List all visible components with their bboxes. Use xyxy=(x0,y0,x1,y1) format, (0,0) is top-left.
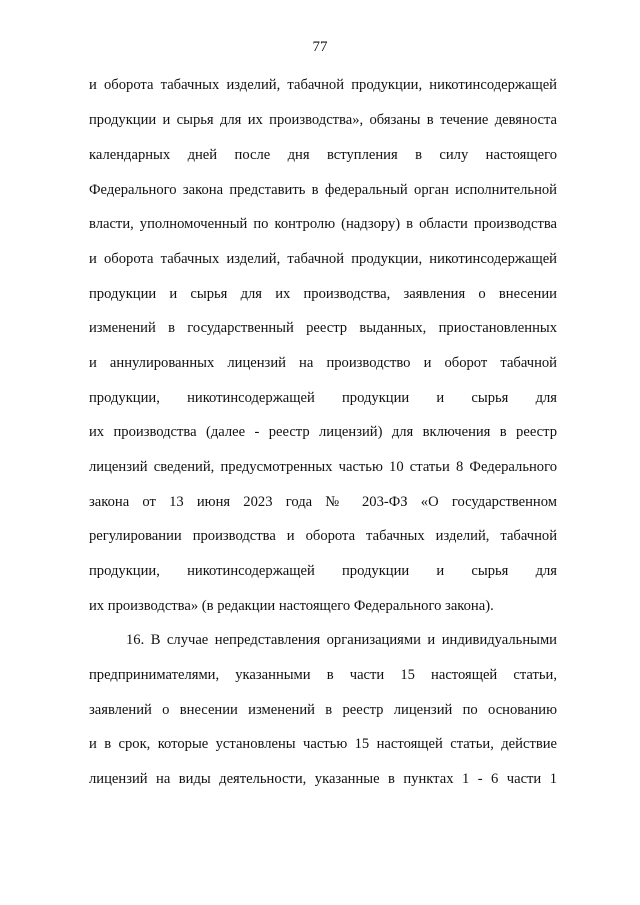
text-line: продукции, никотинсодержащей продукции и сырья для xyxy=(89,563,557,579)
text-line: и оборота табачных изделий, табачной продукции, никотинсодержащей xyxy=(89,77,557,93)
text-line: лицензий на виды деятельности, указанные в пунктах 1 - 6 части 1 xyxy=(89,771,557,787)
paragraph-first-line: 16. В случае непредставления организациями и индивидуальными xyxy=(126,632,557,648)
text-line: изменений в государственный реестр выданных, приостановленных xyxy=(89,320,557,336)
text-line: закона от 13 июня 2023 года № 203-ФЗ «О государственном xyxy=(89,494,557,510)
text-line: продукции, никотинсодержащей продукции и сырья для xyxy=(89,390,557,406)
text-line: продукции и сырья для их производства, заявления о внесении xyxy=(89,286,557,302)
text-line: предпринимателями, указанными в части 15 настоящей статьи, xyxy=(89,667,557,683)
text-line: и оборота табачных изделий, табачной продукции, никотинсодержащей xyxy=(89,251,557,267)
page-number: 77 xyxy=(312,39,328,55)
text-line: и в срок, которые установлены частью 15 настоящей статьи, действие xyxy=(89,736,557,752)
text-line: Федерального закона представить в федеральный орган исполнительной xyxy=(89,182,557,198)
text-line: регулировании производства и оборота табачных изделий, табачной xyxy=(89,528,557,544)
text-line: их производства» (в редакции настоящего Федерального закона). xyxy=(89,598,494,614)
text-line: календарных дней после дня вступления в силу настоящего xyxy=(89,147,557,163)
text-line: их производства (далее - реестр лицензий) для включения в реестр xyxy=(89,424,557,440)
text-line: продукции и сырья для их производства», обязаны в течение девяноста xyxy=(89,112,557,128)
text-line: власти, уполномоченный по контролю (надзору) в области производства xyxy=(89,216,557,232)
text-line: и аннулированных лицензий на производство и оборот табачной xyxy=(89,355,557,371)
text-line: лицензий сведений, предусмотренных частью 10 статьи 8 Федерального xyxy=(89,459,557,475)
text-line: заявлений о внесении изменений в реестр лицензий по основанию xyxy=(89,702,557,718)
